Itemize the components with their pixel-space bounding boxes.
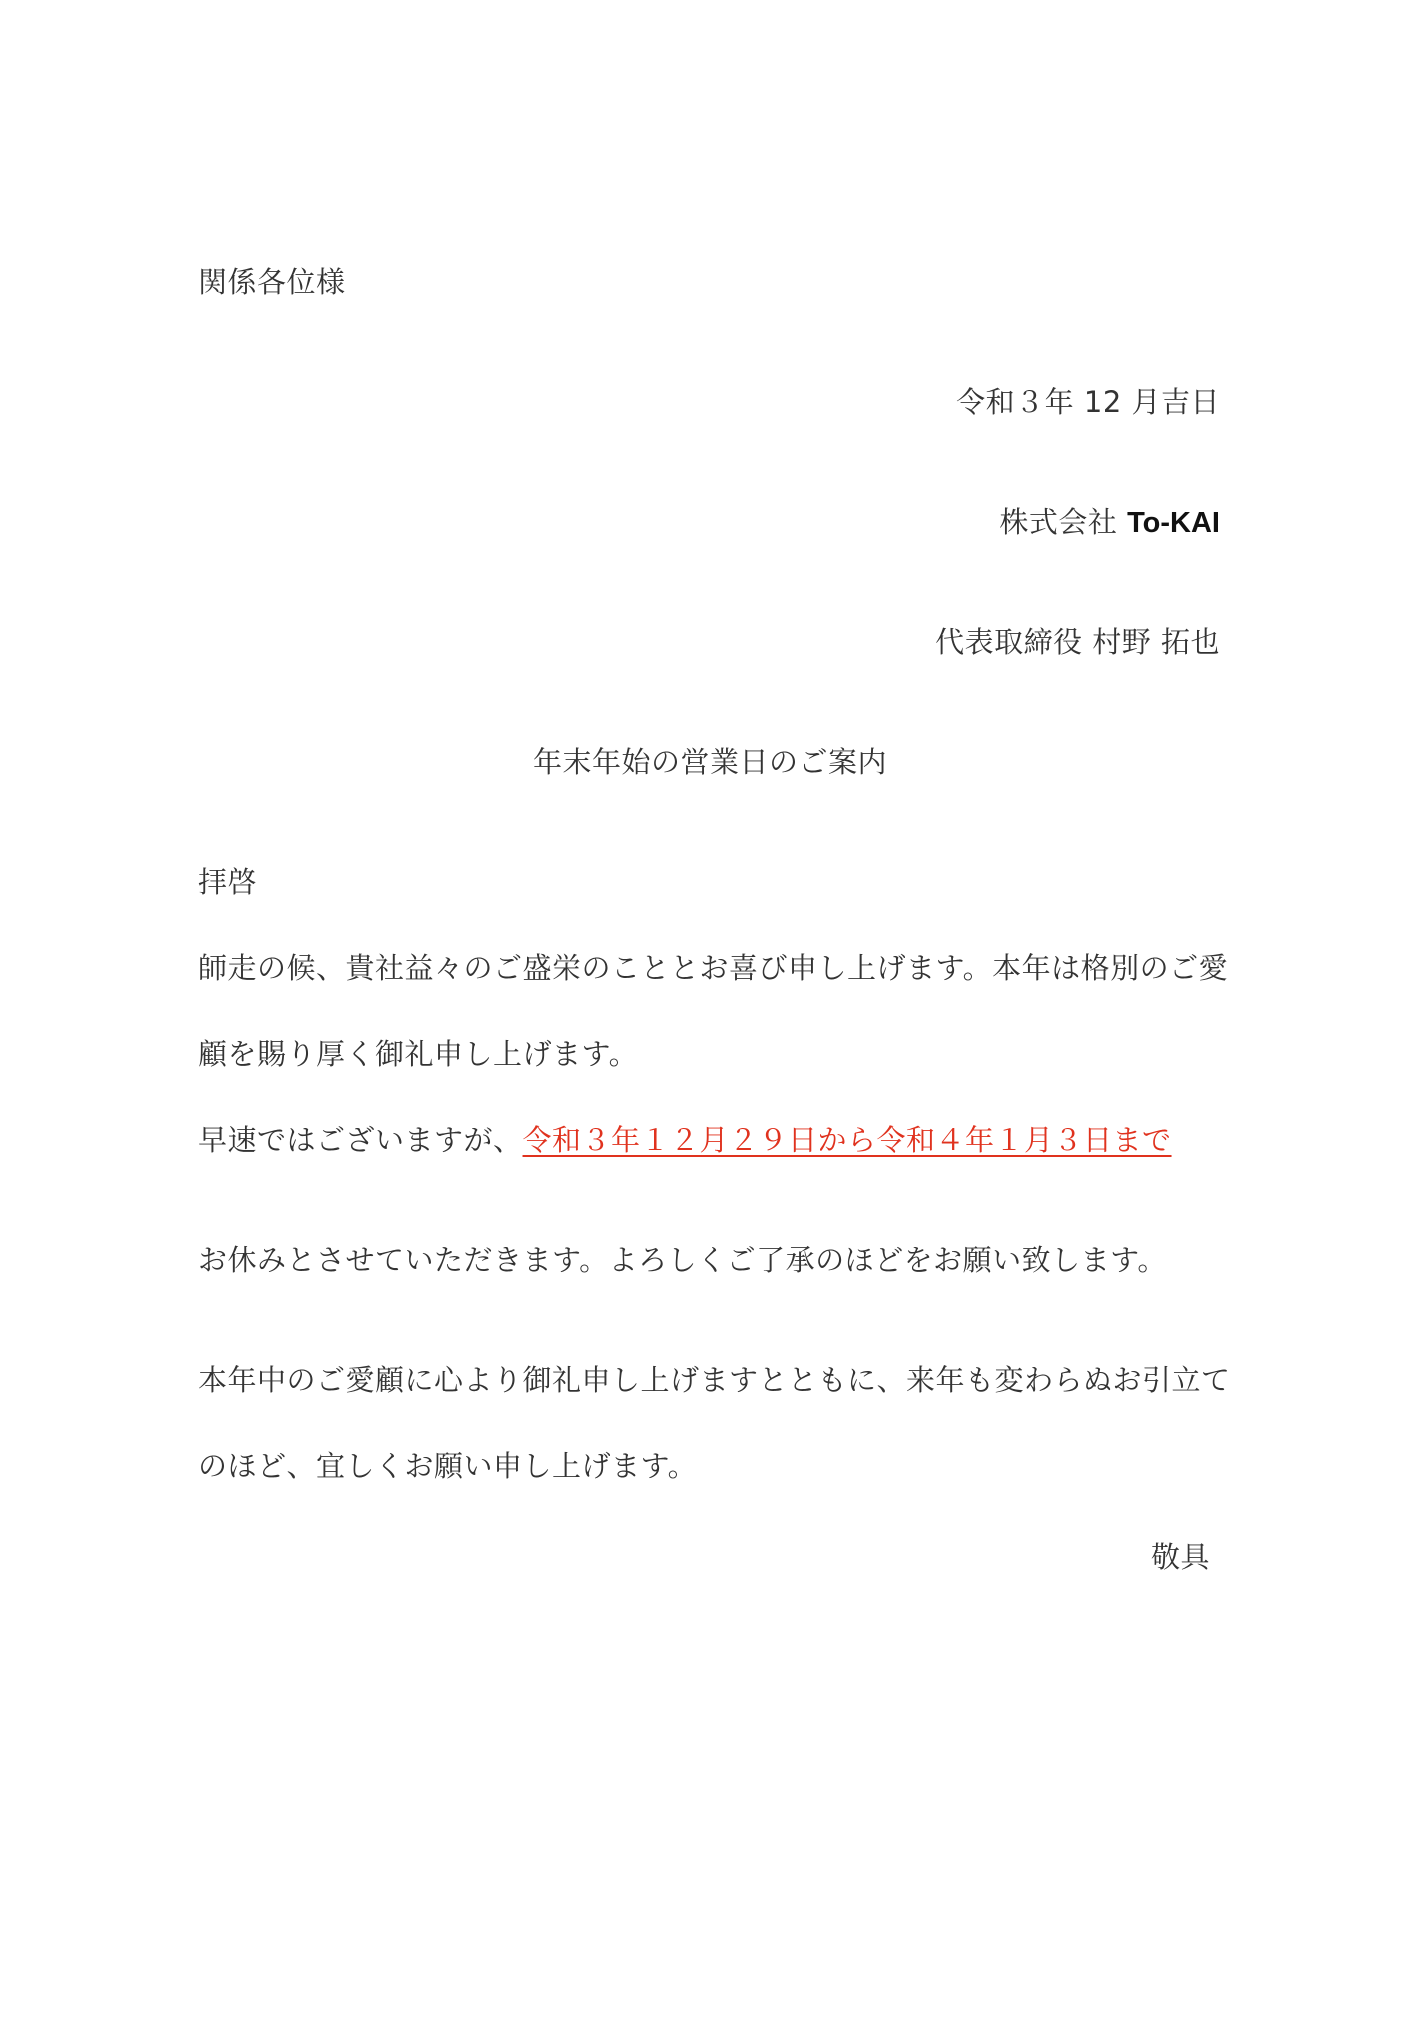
company-line	[999, 502, 1220, 543]
company-name: To-KAI	[1127, 507, 1220, 539]
greeting-line-1: 師走の候、貴社益々のご盛栄のこととお喜び申し上げます。本年は格別のご愛	[198, 951, 1229, 985]
notice-line	[198, 1120, 1172, 1160]
greeting-line-2: 顧を賜り厚く御礼申し上げます。	[198, 1037, 639, 1071]
sign-off: 敬具	[1150, 1540, 1210, 1574]
letter-date: 令和３年 12 月吉日	[956, 385, 1220, 419]
holiday-period: 令和３年１２月２９日から令和４年１月３日まで	[522, 1123, 1172, 1157]
subject-title: 年末年始の営業日のご案内	[532, 745, 887, 779]
recipient: 関係各位様	[198, 265, 346, 299]
company-prefix: 株式会社	[999, 505, 1118, 539]
notice-continue: お休みとさせていただきます。よろしくご了承のほどをお願い致します。	[198, 1243, 1167, 1277]
closing-line-2: のほど、宜しくお願い申し上げます。	[198, 1449, 698, 1483]
closing-line-1: 本年中のご愛顧に心より御礼申し上げますとともに、来年も変わらぬお引立て	[198, 1363, 1231, 1397]
opening-word: 拝啓	[198, 865, 258, 899]
representative: 代表取締役 村野 拓也	[935, 625, 1220, 659]
notice-prefix: 早速ではございますが、	[198, 1123, 523, 1157]
